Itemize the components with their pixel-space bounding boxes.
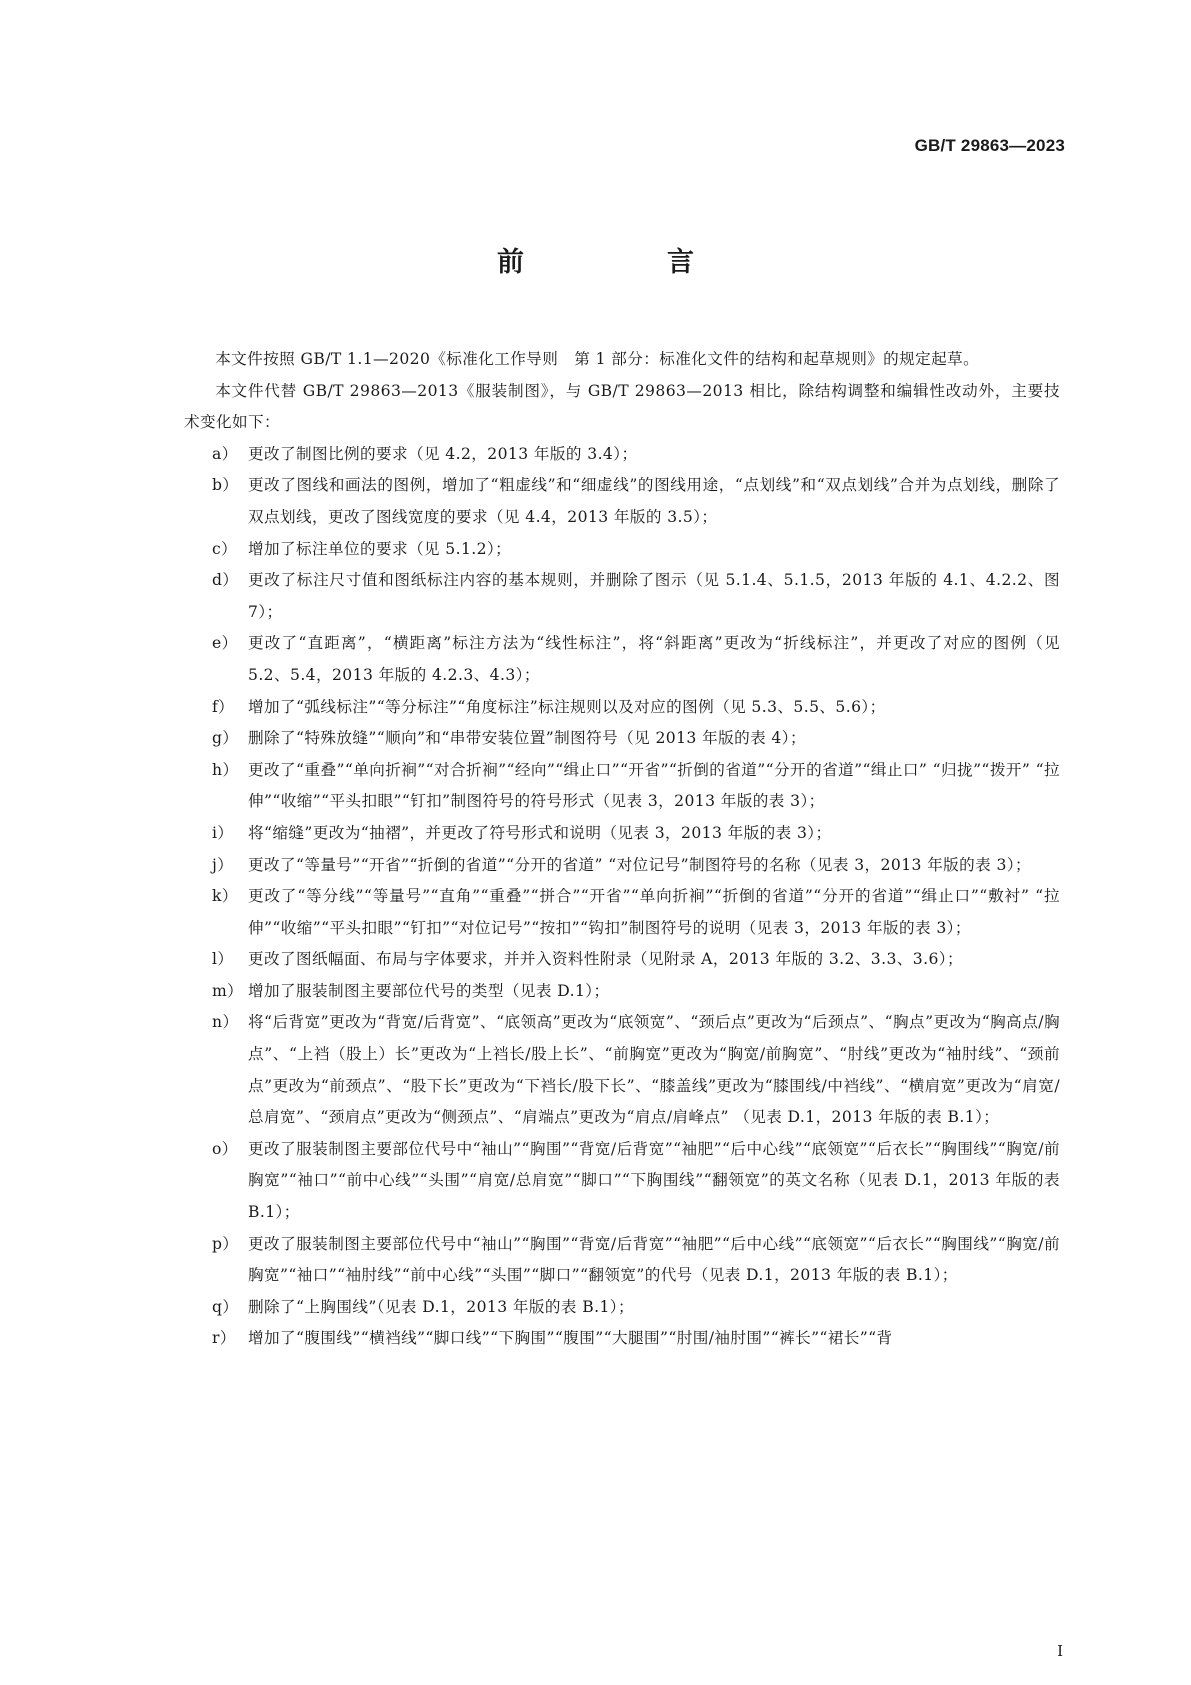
list-item-text: 增加了服装制图主要部位代号的类型（见表 D.1）； — [248, 981, 610, 1000]
list-item-text: 删除了“特殊放缝”“顺向”和“串带安装位置”制图符号（见 2013 年版的表 4）； — [248, 729, 806, 748]
list-item-text: 更改了标注尺寸值和图纸标注内容的基本规则，并删除了图示（见 5.1.4、5.1.5，2013 年版的 4.1、4.2.2、图 7）； — [248, 571, 1060, 621]
list-item — [184, 439, 1060, 471]
technical-changes-list — [184, 439, 1060, 1355]
paragraph-replacement-note: 本文件代替 GB/T 29863—2013《服装制图》，与 GB/T 29863—2013 相比，除结构调整和编辑性改动外，主要技术变化如下： — [184, 381, 1060, 432]
list-item-marker: e） — [212, 634, 238, 653]
list-item-marker: h） — [212, 760, 239, 779]
list-item-text: 更改了图纸幅面、布局与字体要求，并并入资料性附录（见附录 A，2013 年版的 3.2、3.3、3.6）； — [248, 950, 963, 969]
list-item — [184, 1292, 1060, 1324]
list-item-marker: l） — [212, 950, 234, 969]
list-item-marker: m） — [212, 981, 244, 1000]
list-item — [184, 944, 1060, 976]
list-item-text: 更改了“重叠”“单向折裥”“对合折裥”“经向”“缉止口”“开省”“折倒的省道”“分开的省道”“缉止口” “归拢”“拨开” “拉伸”“收缩”“平头扣眼”“钉扣”制图符号的符号形式（见表 3，2013 年版的表 3）； — [248, 760, 1060, 811]
list-item — [184, 1323, 1060, 1355]
list-item — [184, 850, 1060, 882]
list-item-text: 更改了“直距离”，“横距离”标注方法为“线性标注”，将“斜距离”更改为“折线标注”，并更改了对应的图例（见 5.2、5.4，2013 年版的 4.2.3、4.3）； — [248, 634, 1060, 684]
list-item-text: 更改了“等量号”“开省”“折倒的省道”“分开的省道” “对位记号”制图符号的名称（见表 3，2013 年版的表 3）； — [248, 855, 1032, 874]
standard-code: GB/T 29863—2023 — [914, 136, 1065, 155]
list-item — [184, 723, 1060, 755]
list-item-text: 增加了“弧线标注”“等分标注”“角度标注”标注规则以及对应的图例（见 5.3、5.5、5.6）； — [248, 697, 886, 716]
list-item-text: 删除了“上胸围线”（见表 D.1，2013 年版的表 B.1）； — [248, 1297, 634, 1316]
list-item — [184, 534, 1060, 566]
list-item-marker: b） — [212, 476, 239, 495]
list-item-marker: r） — [212, 1329, 236, 1348]
paragraph-drafting-basis: 本文件按照 GB/T 1.1—2020《标准化工作导则 第 1 部分：标准化文件的结构和起草规则》的规定起草。 — [215, 350, 980, 368]
list-item — [184, 470, 1060, 533]
list-item-text: 将“缩缝”更改为“抽褶”，并更改了符号形式和说明（见表 3，2013 年版的表 3）； — [248, 823, 832, 842]
list-item — [184, 976, 1060, 1008]
list-item-marker: n） — [212, 1013, 239, 1032]
list-item — [184, 628, 1060, 691]
list-item — [184, 1134, 1060, 1229]
list-item — [184, 755, 1060, 818]
document-body — [184, 344, 1060, 1355]
list-item-marker: q） — [212, 1297, 239, 1316]
list-item-marker: i） — [212, 823, 234, 842]
page-title: 前 言 — [497, 247, 752, 278]
list-item-marker: g） — [212, 729, 239, 748]
list-item — [184, 692, 1060, 724]
list-item-text: 增加了标注单位的要求（见 5.1.2）； — [248, 539, 512, 558]
list-item-text: 更改了服装制图主要部位代号中“袖山”“胸围”“背宽/后背宽”“袖肥”“后中心线”“底领宽”“后衣长”“胸围线”“胸宽/前胸宽”“袖口”“袖肘线”“前中心线”“头围”“脚口”“翻领宽”的代号（见表 D.1，2013 年版的表 B.1）； — [248, 1234, 1060, 1285]
list-item — [184, 565, 1060, 628]
list-item-text: 更改了“等分线”“等量号”“直角”“重叠”“拼合”“开省”“单向折裥”“折倒的省道”“分开的省道”“缉止口”“敷衬” “拉伸”“收缩”“平头扣眼”“钉扣”“对位记号”“按扣”“钩扣”制图符号的说明（见表 3，2013 年版的表 3）； — [248, 887, 1060, 937]
list-item-marker: f） — [212, 697, 235, 716]
list-item-marker: c） — [212, 539, 238, 558]
list-item-text: 更改了制图比例的要求（见 4.2，2013 年版的 3.4）； — [248, 444, 638, 463]
list-item-marker: d） — [212, 571, 239, 590]
list-item-text: 增加了“腹围线”“横裆线”“脚口线”“下胸围”“腹围”“大腿围”“肘围/袖肘围”“裤长”“裙长”“背 — [248, 1329, 893, 1348]
list-item-marker: p） — [212, 1234, 239, 1253]
list-item-text: 更改了服装制图主要部位代号中“袖山”“胸围”“背宽/后背宽”“袖肥”“后中心线”“底领宽”“后衣长”“胸围线”“胸宽/前胸宽”“袖口”“前中心线”“头围”“肩宽/总肩宽”“脚口”“下胸围线”“翻领宽”的英文名称（见表 D.1，2013 年版的表 B.1）； — [248, 1139, 1060, 1222]
page-number: I — [1057, 1642, 1063, 1660]
list-item — [184, 1229, 1060, 1292]
list-item — [184, 818, 1060, 850]
list-item — [184, 881, 1060, 944]
list-item-text: 更改了图线和画法的图例，增加了“粗虚线”和“细虚线”的图线用途，“点划线”和“双点划线”合并为点划线，删除了双点划线，更改了图线宽度的要求（见 4.4，2013 年版的 3.5）； — [248, 476, 1060, 526]
list-item-text: 将“后背宽”更改为“背宽/后背宽”、“底领高”更改为“底领宽”、“颈后点”更改为“后颈点”、“胸点”更改为“胸高点/胸点”、“上裆（股上）长”更改为“上裆长/股上长”、“前胸宽”更改为“胸宽/前胸宽”、“肘线”更改为“袖肘线”、“颈前点”更改为“前颈点”、“股下长”更改为“下裆长/股下长”、“膝盖线”更改为“膝围线/中裆线”、“横肩宽”更改为“肩宽/总肩宽”、“颈肩点”更改为“侧颈点”、“肩端点”更改为“肩点/肩峰点” （见表 D.1，2013 年版的表 B.1）； — [248, 1013, 1060, 1127]
list-item-marker: a） — [212, 444, 238, 463]
list-item-marker: j） — [212, 855, 234, 874]
list-item-marker: o） — [212, 1139, 238, 1158]
list-item-marker: k） — [212, 887, 238, 906]
list-item — [184, 1007, 1060, 1133]
